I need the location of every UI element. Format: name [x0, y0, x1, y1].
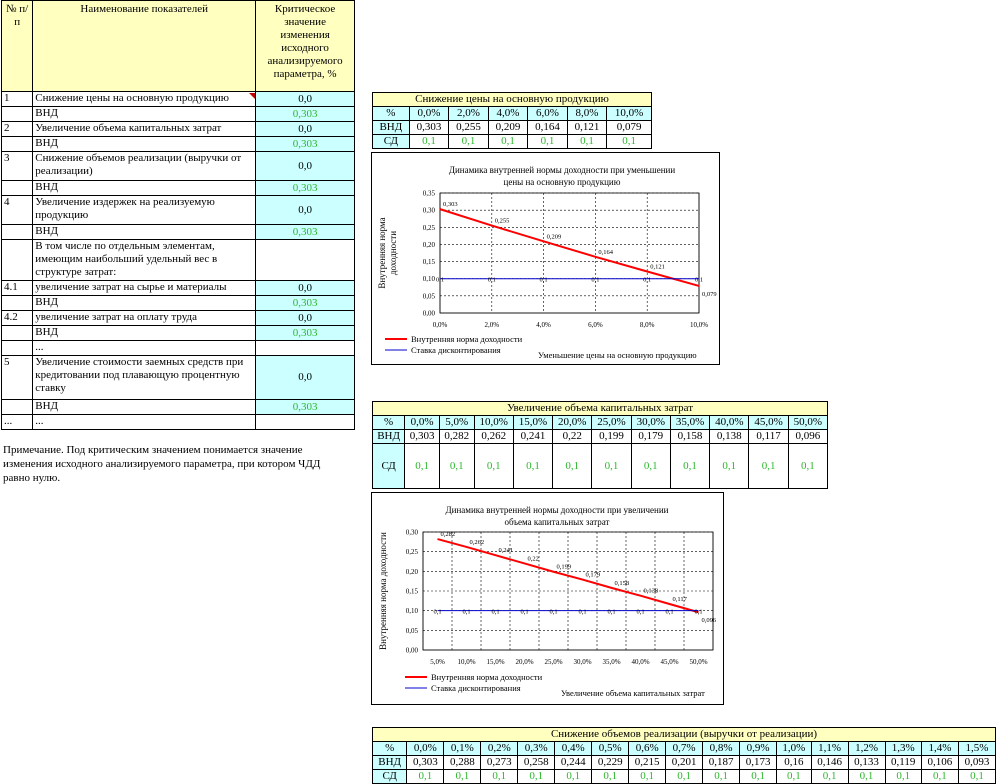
row-value[interactable]: 0,0 — [256, 122, 355, 137]
table-row-sd — [373, 135, 652, 149]
x-tick-label: 45,0% — [660, 658, 679, 666]
indicators-row — [2, 415, 355, 430]
cell-vnd[interactable]: 0,303 — [409, 121, 449, 135]
y-tick-label: 0,20 — [405, 567, 418, 576]
header-cell: Критическое значение изменения исходного анализируемого параметра, % — [256, 1, 355, 92]
row-value[interactable]: 0,303 — [256, 326, 355, 341]
cell-vnd[interactable]: 0,173 — [740, 756, 777, 770]
table-row-vnd — [373, 430, 828, 444]
y-tick-label: 0,10 — [405, 607, 418, 616]
cell-sd[interactable]: 0,1 — [607, 135, 652, 149]
row-label: СД — [373, 444, 405, 489]
table-title-row — [373, 728, 996, 742]
cell-pct[interactable]: 1,0% — [777, 742, 812, 756]
table-row-sd — [373, 444, 828, 489]
cell-sd[interactable]: 0,1 — [670, 444, 709, 489]
cell-vnd[interactable]: 0,255 — [449, 121, 489, 135]
indicators-row — [2, 137, 355, 152]
note-text: Примечание. Под критическим значением понимается значение изменения исходного анализируемого параметра, при котором ЧДД равно нулю. — [3, 444, 321, 484]
row-name: В том числе по отдельным элементам, имеющим наибольший удельный вес в структуре затрат: — [33, 240, 256, 281]
cell-sd[interactable]: 0,1 — [958, 770, 995, 784]
indicators-row — [2, 122, 355, 137]
cell-sd[interactable]: 0,1 — [513, 444, 552, 489]
data-label: 0,1 — [487, 276, 496, 284]
row-value[interactable]: 0,303 — [256, 225, 355, 240]
row-value[interactable]: 0,303 — [256, 107, 355, 122]
cell-vnd[interactable]: 0,303 — [405, 430, 440, 444]
table-row-vnd — [373, 121, 652, 135]
cell-sd[interactable]: 0,1 — [518, 770, 555, 784]
cell-pct[interactable]: 15,0% — [513, 416, 552, 430]
cell-pct[interactable]: 35,0% — [670, 416, 709, 430]
x-axis-label: Увеличение объема капитальных затрат — [561, 688, 705, 698]
row-number — [2, 341, 33, 356]
x-tick-label: 4,0% — [536, 321, 551, 329]
cell-sd[interactable]: 0,1 — [555, 770, 592, 784]
row-name: ВНД — [33, 137, 256, 152]
cell-vnd[interactable]: 0,229 — [592, 756, 629, 770]
y-tick-label: 0,25 — [405, 548, 418, 557]
table-row-vnd — [373, 756, 996, 770]
x-tick-label: 6,0% — [588, 321, 603, 329]
data-label: 0,1 — [462, 608, 471, 616]
row-number — [2, 400, 33, 415]
data-label: 0,282 — [440, 531, 456, 539]
data-label: 0,1 — [549, 608, 558, 616]
cell-sd[interactable]: 0,1 — [439, 444, 474, 489]
irr-series-line — [440, 209, 699, 286]
row-name: ВНД — [33, 181, 256, 196]
legend-label: Внутренняя норма доходности — [411, 334, 523, 344]
row-value[interactable]: 0,303 — [256, 181, 355, 196]
cell-sd[interactable]: 0,1 — [629, 770, 666, 784]
indicators-row — [2, 152, 355, 181]
data-label: 0,262 — [469, 538, 485, 546]
row-value[interactable]: 0,0 — [256, 92, 355, 107]
cell-pct[interactable]: 0,1% — [444, 742, 481, 756]
y-axis-label — [378, 532, 388, 650]
row-number: 4.1 — [2, 281, 33, 296]
x-tick-label: 2,0% — [484, 321, 500, 329]
y-tick-label: 0,20 — [422, 240, 435, 249]
row-value[interactable] — [256, 341, 355, 356]
table-title-row — [373, 402, 828, 416]
data-label: 0,1 — [435, 276, 445, 284]
cell-sd[interactable]: 0,1 — [567, 135, 607, 149]
row-number: ... — [2, 415, 33, 430]
plot-area — [440, 193, 699, 313]
data-label: 0,199 — [556, 563, 572, 571]
row-number — [2, 240, 33, 281]
row-number: 3 — [2, 152, 33, 181]
cell-vnd[interactable]: 0,22 — [553, 430, 592, 444]
y-tick-label: 0,15 — [405, 587, 418, 596]
row-number — [2, 137, 33, 152]
row-name: увеличение затрат на сырье и материалы — [33, 281, 256, 296]
cell-sd[interactable]: 0,1 — [777, 770, 812, 784]
legend-label: Ставка дисконтирования — [411, 345, 501, 355]
row-number — [2, 107, 33, 122]
x-tick-label: 8,0% — [639, 321, 655, 329]
indicators-row — [2, 92, 355, 107]
row-name: ВНД — [33, 225, 256, 240]
data-label: 0,096 — [701, 617, 717, 625]
cell-pct[interactable]: 0,5% — [592, 742, 629, 756]
cell-pct[interactable]: 0,0% — [405, 416, 440, 430]
data-label: 0,22 — [527, 555, 539, 563]
row-value[interactable] — [256, 240, 355, 281]
cell-pct[interactable]: 10,0% — [474, 416, 513, 430]
y-tick-label: 0,00 — [422, 309, 435, 318]
row-value[interactable]: 0,0 — [256, 281, 355, 296]
cell-pct[interactable]: 1,5% — [958, 742, 995, 756]
x-axis-label: Уменьшение цены на основную продукцию — [538, 350, 697, 360]
cell-pct[interactable]: 0,9% — [740, 742, 777, 756]
table-title-row — [373, 93, 652, 107]
cell-sd[interactable]: 0,1 — [631, 444, 670, 489]
cell-vnd[interactable]: 0,138 — [710, 430, 749, 444]
indicators-row — [2, 240, 355, 281]
row-label: % — [373, 416, 405, 430]
indicators-header-row — [2, 1, 355, 92]
data-label: 0,1 — [607, 608, 616, 616]
data-label: 0,138 — [643, 587, 659, 595]
cell-vnd[interactable]: 0,133 — [848, 756, 885, 770]
x-tick-label: 15,0% — [486, 658, 505, 666]
row-name: ВНД — [33, 400, 256, 415]
data-label: 0,1 — [665, 608, 674, 616]
cell-pct[interactable]: 0,0% — [409, 107, 449, 121]
y-tick-label: 0,05 — [405, 626, 418, 635]
cell-vnd[interactable]: 0,209 — [488, 121, 528, 135]
data-label: 0,158 — [614, 579, 630, 587]
row-number — [2, 296, 33, 311]
header-cell: № п/п — [2, 1, 33, 92]
cell-sd[interactable]: 0,1 — [592, 444, 631, 489]
y-axis-label — [377, 217, 398, 288]
cell-sd[interactable]: 0,1 — [811, 770, 848, 784]
cell-vnd[interactable]: 0,258 — [518, 756, 555, 770]
data-label: 0,164 — [598, 248, 614, 256]
cell-pct[interactable]: 45,0% — [749, 416, 788, 430]
capex-chart — [371, 492, 724, 705]
data-label: 0,1 — [591, 276, 600, 284]
row-name: Снижение цены на основную продукцию — [33, 92, 256, 107]
x-tick-label: 10,0% — [457, 658, 476, 666]
y-tick-label: 0,30 — [422, 206, 435, 215]
cell-sd[interactable]: 0,1 — [405, 444, 440, 489]
cell-vnd[interactable]: 0,199 — [592, 430, 631, 444]
data-label: 0,255 — [494, 217, 510, 225]
cell-vnd[interactable]: 0,164 — [528, 121, 568, 135]
data-label: 0,241 — [498, 547, 514, 555]
row-label: ВНД — [373, 430, 405, 444]
x-tick-label: 25,0% — [544, 658, 563, 666]
cell-pct[interactable]: 20,0% — [553, 416, 592, 430]
data-label: 0,1 — [491, 608, 500, 616]
indicators-table-body — [2, 1, 355, 430]
x-tick-label: 40,0% — [631, 658, 650, 666]
cell-vnd[interactable]: 0,096 — [788, 430, 827, 444]
cell-pct[interactable]: 40,0% — [710, 416, 749, 430]
cell-vnd[interactable]: 0,303 — [407, 756, 444, 770]
x-tick-label: 35,0% — [602, 658, 621, 666]
data-label: 0,1 — [520, 608, 529, 616]
row-number: 1 — [2, 92, 33, 107]
y-axis-label-line: Внутренняя норма — [377, 217, 387, 289]
cell-sd[interactable]: 0,1 — [409, 135, 449, 149]
table-title: Снижение объемов реализации (выручки от реализации) — [373, 728, 996, 742]
x-tick-label: 50,0% — [689, 658, 708, 666]
cell-pct[interactable]: 0,8% — [703, 742, 740, 756]
cell-vnd[interactable]: 0,106 — [921, 756, 958, 770]
cell-pct[interactable]: 30,0% — [631, 416, 670, 430]
cell-vnd[interactable]: 0,146 — [811, 756, 848, 770]
cell-vnd[interactable]: 0,215 — [629, 756, 666, 770]
legend-label: Внутренняя норма доходности — [431, 672, 543, 682]
y-tick-label: 0,35 — [422, 189, 435, 198]
cell-vnd[interactable]: 0,241 — [513, 430, 552, 444]
cell-pct[interactable]: 25,0% — [592, 416, 631, 430]
indicators-row — [2, 296, 355, 311]
row-name: ... — [33, 415, 256, 430]
data-label: 0,1 — [694, 276, 704, 284]
y-tick-label: 0,00 — [405, 646, 418, 655]
data-label: 0,117 — [672, 595, 687, 603]
data-label: 0,1 — [433, 608, 442, 616]
y-axis-label-line: Внутренняя норма доходности — [378, 532, 388, 650]
cell-pct[interactable]: 8,0% — [567, 107, 607, 121]
indicators-row — [2, 225, 355, 240]
row-label: СД — [373, 770, 407, 784]
row-value[interactable]: 0,0 — [256, 356, 355, 400]
row-value[interactable]: 0,0 — [256, 311, 355, 326]
cell-pct[interactable]: 1,2% — [848, 742, 885, 756]
indicators-row — [2, 341, 355, 356]
cell-sd[interactable]: 0,1 — [885, 770, 921, 784]
cell-pct[interactable]: 0,2% — [481, 742, 518, 756]
cell-pct[interactable]: 1,3% — [885, 742, 921, 756]
cell-pct[interactable]: 50,0% — [788, 416, 827, 430]
cell-sd[interactable]: 0,1 — [488, 135, 528, 149]
row-label: ВНД — [373, 121, 410, 135]
row-name: ВНД — [33, 296, 256, 311]
cell-sd[interactable]: 0,1 — [528, 135, 568, 149]
cell-pct[interactable]: 2,0% — [449, 107, 489, 121]
cell-vnd[interactable]: 0,093 — [958, 756, 995, 770]
y-tick-label: 0,30 — [405, 528, 418, 537]
cell-vnd[interactable]: 0,273 — [481, 756, 518, 770]
cell-sd[interactable]: 0,1 — [788, 444, 827, 489]
cell-pct[interactable]: 0,3% — [518, 742, 555, 756]
indicators-row — [2, 196, 355, 225]
data-label: 0,1 — [539, 276, 548, 284]
capex-table — [372, 401, 828, 489]
row-number — [2, 225, 33, 240]
x-tick-label: 30,0% — [573, 658, 592, 666]
capex-chart-svg — [372, 493, 723, 704]
row-name: ... — [33, 341, 256, 356]
legend-label: Ставка дисконтирования — [431, 683, 521, 693]
cell-sd[interactable]: 0,1 — [553, 444, 592, 489]
cell-vnd[interactable]: 0,244 — [555, 756, 592, 770]
cell-vnd[interactable]: 0,16 — [777, 756, 812, 770]
cell-vnd[interactable]: 0,187 — [703, 756, 740, 770]
data-label: 0,303 — [443, 201, 458, 209]
cell-vnd[interactable]: 0,262 — [474, 430, 513, 444]
cell-sd[interactable]: 0,1 — [848, 770, 885, 784]
sales-table — [372, 727, 996, 784]
comment-marker-icon[interactable] — [249, 93, 255, 99]
y-tick-label: 0,05 — [422, 292, 435, 301]
price-table — [372, 92, 652, 149]
data-label: 0,1 — [578, 608, 587, 616]
cell-vnd[interactable]: 0,121 — [567, 121, 607, 135]
cell-sd[interactable]: 0,1 — [703, 770, 740, 784]
cell-vnd[interactable]: 0,117 — [749, 430, 788, 444]
cell-pct[interactable]: 6,0% — [528, 107, 568, 121]
row-name: ВНД — [33, 326, 256, 341]
cell-sd[interactable]: 0,1 — [710, 444, 749, 489]
x-tick-label: 10,0% — [689, 321, 709, 329]
cell-pct[interactable]: 1,1% — [811, 742, 848, 756]
row-value[interactable] — [256, 415, 355, 430]
cell-pct[interactable]: 0,0% — [407, 742, 444, 756]
row-name: Увеличение издержек на реализуемую продукцию — [33, 196, 256, 225]
cell-vnd[interactable]: 0,288 — [444, 756, 481, 770]
indicators-table — [1, 0, 355, 430]
row-value[interactable]: 0,303 — [256, 400, 355, 415]
data-label: 0,079 — [702, 290, 717, 298]
cell-pct[interactable]: 0,6% — [629, 742, 666, 756]
data-label: 0,209 — [546, 233, 562, 241]
cell-sd[interactable]: 0,1 — [407, 770, 444, 784]
row-number — [2, 326, 33, 341]
cell-vnd[interactable]: 0,282 — [439, 430, 474, 444]
table-row-pct — [373, 107, 652, 121]
cell-sd[interactable]: 0,1 — [592, 770, 629, 784]
row-value[interactable]: 0,0 — [256, 152, 355, 181]
y-tick-label: 0,25 — [422, 223, 435, 232]
indicators-row — [2, 311, 355, 326]
table-row-pct — [373, 416, 828, 430]
cell-pct[interactable]: 1,4% — [921, 742, 958, 756]
row-number: 5 — [2, 356, 33, 400]
chart-title-line: объема капитальных затрат — [504, 517, 610, 527]
cell-vnd[interactable]: 0,119 — [885, 756, 921, 770]
table-row-sd — [373, 770, 996, 784]
indicators-row — [2, 107, 355, 122]
chart-title-line: цены на основную продукцию — [503, 177, 621, 187]
indicators-row — [2, 356, 355, 400]
x-tick-label: 5,0% — [430, 658, 445, 666]
cell-pct[interactable]: 5,0% — [439, 416, 474, 430]
cell-vnd[interactable]: 0,179 — [631, 430, 670, 444]
row-label: СД — [373, 135, 410, 149]
data-label: 0,1 — [694, 608, 703, 616]
cell-sd[interactable]: 0,1 — [740, 770, 777, 784]
cell-sd[interactable]: 0,1 — [481, 770, 518, 784]
header-cell: Наименование показателей — [33, 1, 256, 92]
data-label: 0,179 — [585, 571, 601, 579]
y-axis-label-line: доходности — [388, 230, 398, 276]
row-number: 4 — [2, 196, 33, 225]
row-name: Увеличение стоимости заемных средств при кредитовании под плавающую процентную ставку — [33, 356, 256, 400]
indicators-row — [2, 281, 355, 296]
cell-sd[interactable]: 0,1 — [449, 135, 489, 149]
table-title: Увеличение объема капитальных затрат — [373, 402, 828, 416]
row-name: увеличение затрат на оплату труда — [33, 311, 256, 326]
indicators-row — [2, 400, 355, 415]
cell-sd[interactable]: 0,1 — [666, 770, 703, 784]
data-label: 0,1 — [636, 608, 645, 616]
row-value[interactable]: 0,0 — [256, 196, 355, 225]
row-label: % — [373, 107, 410, 121]
cell-sd[interactable]: 0,1 — [921, 770, 958, 784]
cell-vnd[interactable]: 0,158 — [670, 430, 709, 444]
y-tick-label: 0,15 — [422, 258, 435, 267]
x-tick-label: 20,0% — [515, 658, 534, 666]
chart-title-line: Динамика внутренней нормы доходности при увеличении — [445, 505, 669, 515]
row-number: 4.2 — [2, 311, 33, 326]
row-name: ВНД — [33, 107, 256, 122]
data-label: 0,1 — [643, 276, 652, 284]
table-title: Снижение цены на основную продукцию — [373, 93, 652, 107]
cell-sd[interactable]: 0,1 — [749, 444, 788, 489]
cell-pct[interactable]: 4,0% — [488, 107, 528, 121]
cell-pct[interactable]: 10,0% — [607, 107, 652, 121]
data-label: 0,121 — [650, 263, 665, 271]
price-chart-svg — [372, 153, 719, 364]
price-chart — [371, 152, 720, 365]
y-tick-label: 0,10 — [422, 275, 435, 284]
indicators-row — [2, 326, 355, 341]
x-tick-label: 0,0% — [432, 321, 448, 329]
cell-sd[interactable]: 0,1 — [444, 770, 481, 784]
cell-vnd[interactable]: 0,201 — [666, 756, 703, 770]
row-label: % — [373, 742, 407, 756]
table-row-pct — [373, 742, 996, 756]
cell-sd[interactable]: 0,1 — [474, 444, 513, 489]
cell-vnd[interactable]: 0,079 — [607, 121, 652, 135]
chart-title-line: Динамика внутренней нормы доходности при уменьшении — [448, 165, 676, 175]
row-name: Снижение объемов реализации (выручки от реализации) — [33, 152, 256, 181]
row-name: Увеличение объема капитальных затрат — [33, 122, 256, 137]
cell-pct[interactable]: 0,4% — [555, 742, 592, 756]
row-value[interactable]: 0,303 — [256, 296, 355, 311]
row-number: 2 — [2, 122, 33, 137]
row-number — [2, 181, 33, 196]
row-value[interactable]: 0,303 — [256, 137, 355, 152]
cell-pct[interactable]: 0,7% — [666, 742, 703, 756]
row-label: ВНД — [373, 756, 407, 770]
indicators-row — [2, 181, 355, 196]
